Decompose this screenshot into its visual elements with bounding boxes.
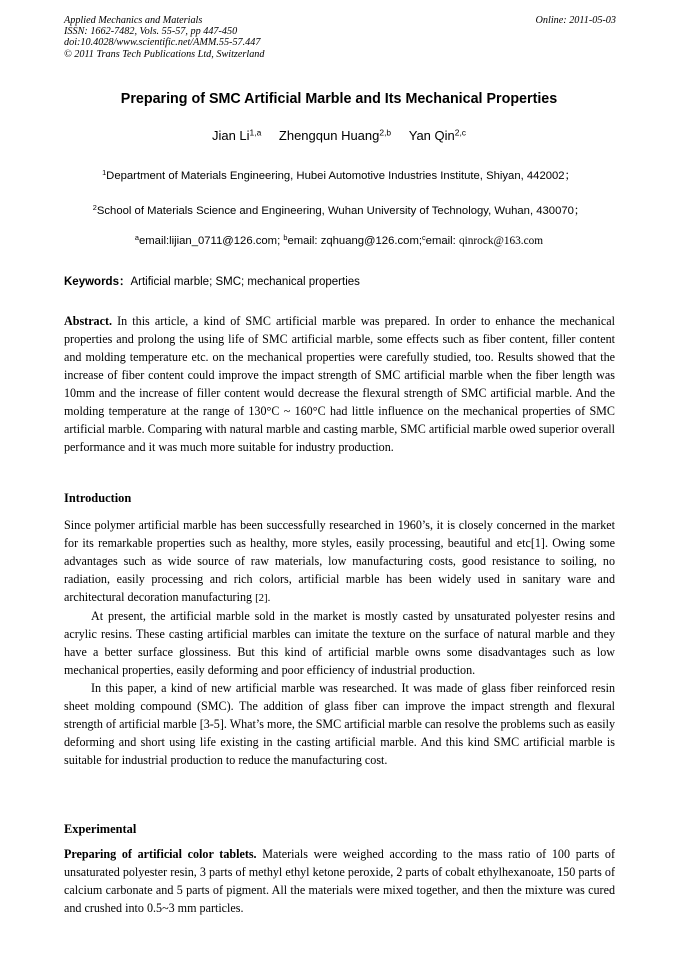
- introduction-heading: Introduction: [64, 491, 132, 505]
- keywords-label: Keywords：: [64, 276, 131, 288]
- author-superscript: 2,c: [454, 127, 467, 138]
- author-list: [0, 128, 678, 143]
- doi-line: doi:10.4028/www.scientific.net/AMM.55-57.447: [64, 37, 261, 49]
- author-name: Jian Li: [211, 128, 250, 143]
- subsection-label: Preparing of artificial color tablets.: [64, 847, 257, 861]
- email-a[interactable]: email:lijian_0711@126.com;: [138, 235, 284, 247]
- email-line: [0, 232, 678, 247]
- author: [409, 128, 466, 143]
- paragraph-text: Materials were weighed according to the mass ratio of 100 parts of unsaturated polyester resin, 3 parts of methyl ethyl ketone peroxide, 2 parts of cobalt ethylhexanoate, 150 parts of calcium carbonate and 5 parts of pigment. All the materials were mixed together, and then the mixture was cured and crushed into 0.5~3 mm particles.: [64, 847, 615, 915]
- email-b[interactable]: email: zqhuang@126.com;: [287, 235, 422, 247]
- email-c-label: email:: [425, 235, 459, 247]
- affiliation-superscript: 2: [92, 202, 97, 212]
- journal-name: Applied Mechanics and Materials: [64, 15, 203, 26]
- author-name: Yan Qin: [408, 128, 455, 143]
- issn-line: ISSN: 1662-7482, Vols. 55-57, pp 447-450: [64, 26, 238, 38]
- citation: [2].: [255, 592, 271, 604]
- abstract: [64, 312, 615, 456]
- author: [279, 128, 391, 143]
- abstract-text: In this article, a kind of SMC artificial marble was prepared. In order to enhance the mechanical properties and prolong the using life of SMC artificial marble, some effects such as fiber content, filler content and molding temperature etc. on the mechanical properties were carefully studied, too. Results showed that the increase of fiber content could improve the impact strength of SMC artificial marble when the fiber length was 10mm and the increase of filler content would decrease the flexural strength of SMC artificial marble. And the molding temperature at the range of 130°C ~ 160°C had little influence on the mechanical properties of SMC artificial marble. Comparing with natural marble and casting marble, SMC artificial marble owed superior overall performance and it was much more suitable for industry production.: [64, 314, 615, 454]
- affiliation-superscript: 1: [102, 167, 107, 177]
- email-c[interactable]: qinrock@163.com: [458, 235, 544, 247]
- online-date: Online: 2011-05-03: [535, 15, 616, 26]
- affiliation-text: Department of Materials Engineering, Hubei Automotive Industries Institute, Shiyan, 442002；: [106, 170, 576, 182]
- abstract-label: Abstract.: [64, 314, 113, 328]
- copyright-line: © 2011 Trans Tech Publications Ltd, Switzerland: [64, 48, 265, 60]
- intro-paragraph-3: In this paper, a kind of new artificial marble was researched. It was made of glass fiber reinforced resin sheet molding compound (SMC). The addition of glass fiber can improve the impact strength and flexural strength of artificial marble [3-5]. What’s more, the SMC artificial marble can resolve the problems such as easily deforming and short using life existing in the casting artificial marble. And this kind SMC artificial marble is suitable for industrial production to reduce the manufacturing cost.: [64, 681, 615, 767]
- keywords: [64, 273, 360, 289]
- journal-header: [64, 15, 616, 60]
- paragraph-text: Since polymer artificial marble has been successfully researched in 1960’s, it is closely concerned in the market for its remarkable properties such as healthy, more styles, easily processing, beautiful and etc[1]. Owing some advantages such as wide source of raw materials, low manufacturing costs, good resistance to soiling, no radiation, easily processing and rich colors, artificial marble has been widely used in sanitary ware and architectural decoration manufacturing: [64, 518, 615, 604]
- introduction-body: [64, 516, 615, 769]
- affiliation-2: [0, 202, 678, 218]
- intro-paragraph-2: At present, the artificial marble sold in the market is mostly casted by unsaturated polyester resins and acrylic resins. These casting artificial marbles can imitate the texture on the surface of natural marble and they have a better surface glossiness. But this kind of artificial marble owns some disadvantages such as low mechanical properties, easily deforming and poor efficiency of industrial production.: [64, 609, 615, 677]
- affiliation-1: [0, 167, 678, 183]
- email-superscript: b: [283, 232, 288, 242]
- email-superscript: c: [422, 232, 426, 242]
- author-name: Zhengqun Huang: [278, 128, 380, 143]
- experimental-heading: Experimental: [64, 822, 137, 836]
- author-superscript: 1,a: [249, 127, 262, 138]
- keywords-text: Artificial marble; SMC; mechanical properties: [130, 276, 360, 288]
- paper-title: Preparing of SMC Artificial Marble and Its Mechanical Properties: [120, 91, 558, 107]
- intro-paragraph-1: [64, 516, 615, 607]
- author: [212, 128, 261, 143]
- author-superscript: 2,b: [379, 127, 392, 138]
- email-superscript: a: [134, 232, 139, 242]
- experimental-body: [64, 845, 615, 917]
- affiliation-text: School of Materials Science and Engineering, Wuhan University of Technology, Wuhan, 430070；: [96, 205, 586, 217]
